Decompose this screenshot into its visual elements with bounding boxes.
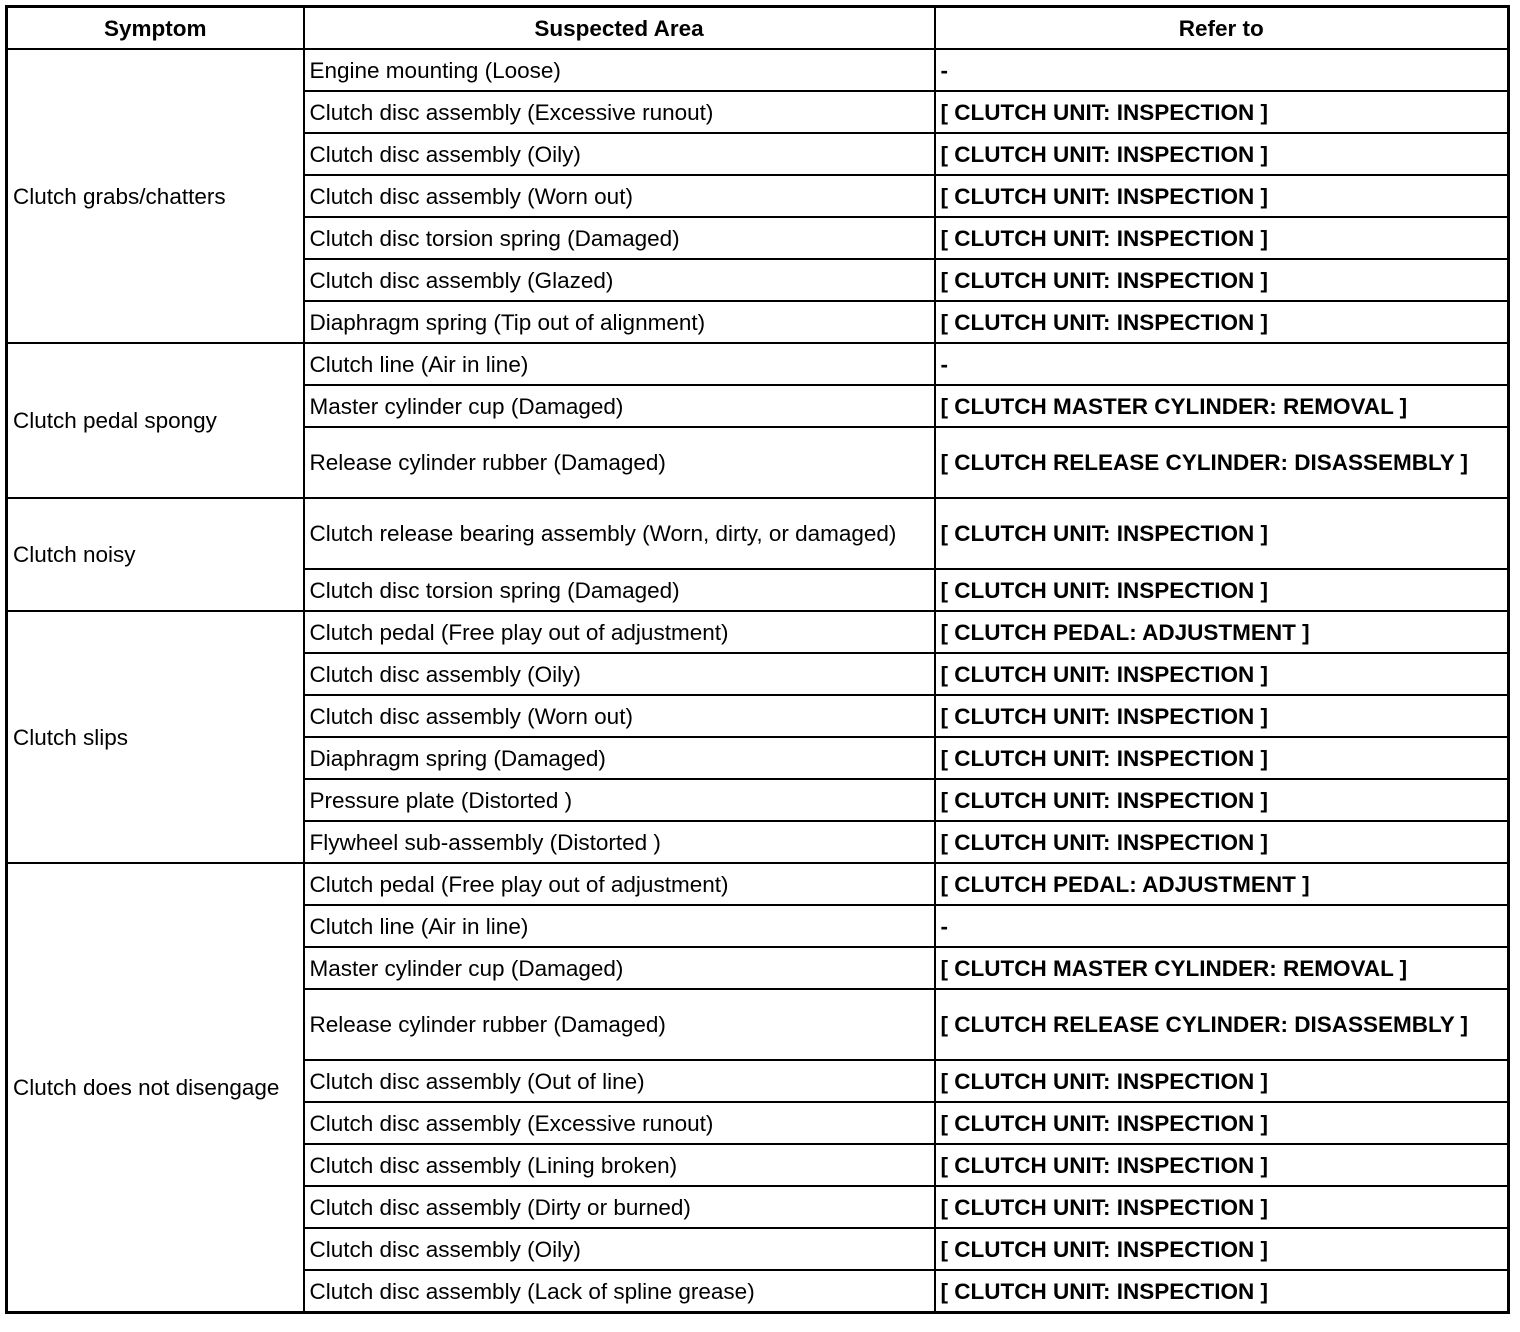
refer-to-cell: [ CLUTCH UNIT: INSPECTION ]	[935, 301, 1509, 343]
suspected-area-cell: Clutch disc assembly (Excessive runout)	[304, 91, 935, 133]
symptom-cell: Clutch does not disengage	[7, 863, 304, 1313]
suspected-area-cell: Clutch disc assembly (Lack of spline grease)	[304, 1270, 935, 1313]
refer-to-cell: [ CLUTCH UNIT: INSPECTION ]	[935, 695, 1509, 737]
refer-to-cell: [ CLUTCH MASTER CYLINDER: REMOVAL ]	[935, 385, 1509, 427]
symptom-cell: Clutch grabs/chatters	[7, 49, 304, 343]
refer-to-cell: [ CLUTCH UNIT: INSPECTION ]	[935, 175, 1509, 217]
suspected-area-cell: Clutch disc assembly (Worn out)	[304, 175, 935, 217]
suspected-area-cell: Release cylinder rubber (Damaged)	[304, 989, 935, 1060]
suspected-area-cell: Pressure plate (Distorted )	[304, 779, 935, 821]
suspected-area-cell: Clutch disc assembly (Out of line)	[304, 1060, 935, 1102]
suspected-area-cell: Clutch disc assembly (Oily)	[304, 653, 935, 695]
refer-to-cell: -	[935, 49, 1509, 91]
suspected-area-cell: Clutch disc assembly (Worn out)	[304, 695, 935, 737]
suspected-area-cell: Release cylinder rubber (Damaged)	[304, 427, 935, 498]
refer-to-cell: [ CLUTCH PEDAL: ADJUSTMENT ]	[935, 611, 1509, 653]
table-row	[7, 49, 1509, 91]
symptom-cell: Clutch noisy	[7, 498, 304, 611]
refer-to-cell: -	[935, 343, 1509, 385]
suspected-area-cell: Flywheel sub-assembly (Distorted )	[304, 821, 935, 863]
refer-to-cell: [ CLUTCH UNIT: INSPECTION ]	[935, 653, 1509, 695]
table-body	[7, 49, 1509, 1313]
suspected-area-cell: Clutch line (Air in line)	[304, 343, 935, 385]
table-row	[7, 611, 1509, 653]
suspected-area-column-header: Suspected Area	[304, 7, 935, 50]
refer-to-cell: -	[935, 905, 1509, 947]
suspected-area-cell: Clutch disc assembly (Oily)	[304, 133, 935, 175]
suspected-area-cell: Clutch line (Air in line)	[304, 905, 935, 947]
refer-to-cell: [ CLUTCH UNIT: INSPECTION ]	[935, 91, 1509, 133]
refer-to-cell: [ CLUTCH UNIT: INSPECTION ]	[935, 569, 1509, 611]
refer-to-cell: [ CLUTCH UNIT: INSPECTION ]	[935, 1270, 1509, 1313]
refer-to-cell: [ CLUTCH UNIT: INSPECTION ]	[935, 498, 1509, 569]
refer-to-cell: [ CLUTCH UNIT: INSPECTION ]	[935, 737, 1509, 779]
suspected-area-cell: Clutch release bearing assembly (Worn, dirty, or damaged)	[304, 498, 935, 569]
refer-to-cell: [ CLUTCH UNIT: INSPECTION ]	[935, 259, 1509, 301]
refer-to-cell: [ CLUTCH UNIT: INSPECTION ]	[935, 133, 1509, 175]
suspected-area-cell: Diaphragm spring (Damaged)	[304, 737, 935, 779]
symptom-cell: Clutch slips	[7, 611, 304, 863]
suspected-area-cell: Clutch disc assembly (Glazed)	[304, 259, 935, 301]
table-row	[7, 498, 1509, 569]
refer-to-cell: [ CLUTCH UNIT: INSPECTION ]	[935, 217, 1509, 259]
symptom-table	[5, 5, 1510, 1314]
troubleshooting-sheet	[5, 5, 1507, 1314]
suspected-area-cell: Engine mounting (Loose)	[304, 49, 935, 91]
refer-to-cell: [ CLUTCH RELEASE CYLINDER: DISASSEMBLY ]	[935, 989, 1509, 1060]
suspected-area-cell: Clutch disc torsion spring (Damaged)	[304, 217, 935, 259]
symptom-column-header: Symptom	[7, 7, 304, 50]
refer-to-cell: [ CLUTCH UNIT: INSPECTION ]	[935, 1060, 1509, 1102]
refer-to-cell: [ CLUTCH PEDAL: ADJUSTMENT ]	[935, 863, 1509, 905]
header-row	[7, 7, 1509, 50]
table-row	[7, 863, 1509, 905]
suspected-area-cell: Clutch disc torsion spring (Damaged)	[304, 569, 935, 611]
refer-to-cell: [ CLUTCH RELEASE CYLINDER: DISASSEMBLY ]	[935, 427, 1509, 498]
suspected-area-cell: Clutch disc assembly (Excessive runout)	[304, 1102, 935, 1144]
suspected-area-cell: Master cylinder cup (Damaged)	[304, 947, 935, 989]
suspected-area-cell: Clutch disc assembly (Oily)	[304, 1228, 935, 1270]
symptom-cell: Clutch pedal spongy	[7, 343, 304, 498]
suspected-area-cell: Clutch pedal (Free play out of adjustment)	[304, 863, 935, 905]
refer-to-cell: [ CLUTCH UNIT: INSPECTION ]	[935, 1186, 1509, 1228]
refer-to-cell: [ CLUTCH UNIT: INSPECTION ]	[935, 1144, 1509, 1186]
suspected-area-cell: Diaphragm spring (Tip out of alignment)	[304, 301, 935, 343]
table-row	[7, 343, 1509, 385]
refer-to-column-header: Refer to	[935, 7, 1509, 50]
suspected-area-cell: Clutch pedal (Free play out of adjustment)	[304, 611, 935, 653]
suspected-area-cell: Master cylinder cup (Damaged)	[304, 385, 935, 427]
refer-to-cell: [ CLUTCH MASTER CYLINDER: REMOVAL ]	[935, 947, 1509, 989]
refer-to-cell: [ CLUTCH UNIT: INSPECTION ]	[935, 1102, 1509, 1144]
refer-to-cell: [ CLUTCH UNIT: INSPECTION ]	[935, 821, 1509, 863]
refer-to-cell: [ CLUTCH UNIT: INSPECTION ]	[935, 779, 1509, 821]
suspected-area-cell: Clutch disc assembly (Dirty or burned)	[304, 1186, 935, 1228]
refer-to-cell: [ CLUTCH UNIT: INSPECTION ]	[935, 1228, 1509, 1270]
suspected-area-cell: Clutch disc assembly (Lining broken)	[304, 1144, 935, 1186]
